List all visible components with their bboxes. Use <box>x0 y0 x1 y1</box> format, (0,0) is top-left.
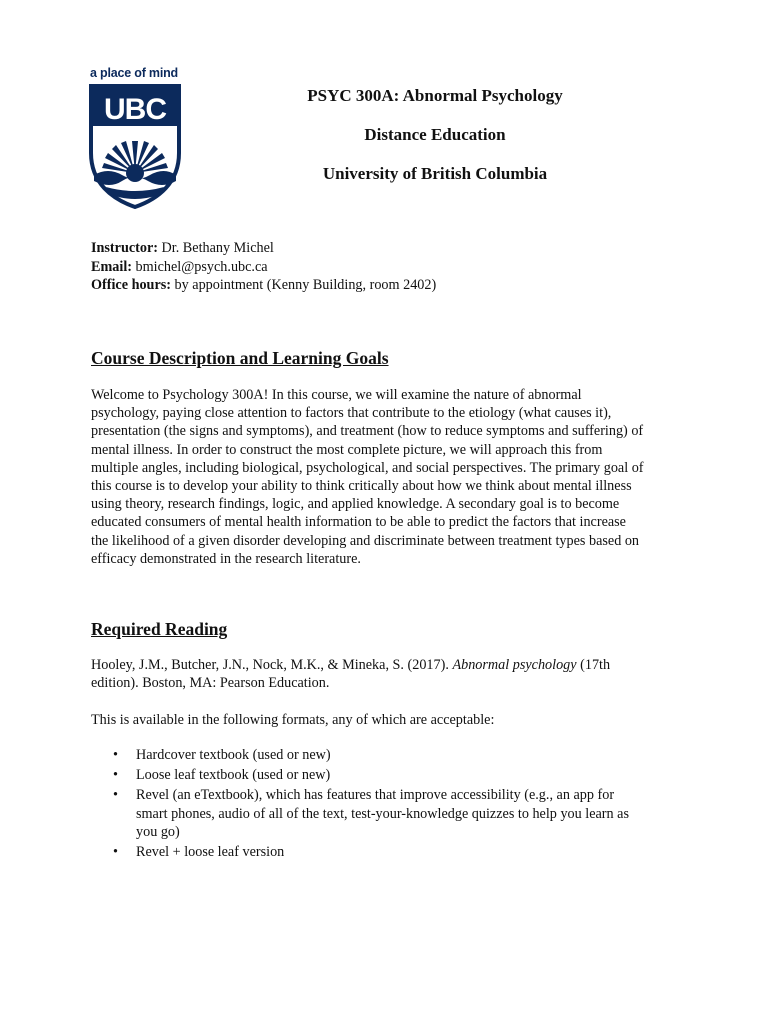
university-title: University of British Columbia <box>322 164 548 183</box>
citation-title: Abnormal psychology <box>452 657 577 673</box>
formats-intro: This is available in the following formats, any of which are acceptable: <box>91 712 495 728</box>
office-hours-row <box>91 276 436 295</box>
logo-wordmark: UBC <box>104 93 166 126</box>
list-item <box>91 766 671 784</box>
list-item <box>91 843 671 861</box>
ubc-logo <box>88 66 188 209</box>
course-title: PSYC 300A: Abnormal Psychology <box>307 86 563 105</box>
citation-edition: (17th <box>580 657 611 673</box>
instructor-label: Instructor: <box>91 240 158 256</box>
bullet-icon: • <box>113 747 118 763</box>
formats-list <box>91 746 671 863</box>
ubc-crest-icon <box>88 83 182 209</box>
reading-heading: Required Reading <box>91 619 228 639</box>
description-line: educated consumers of mental health information to be able to predict the factors that increase <box>91 514 626 531</box>
list-item-text: Hardcover textbook (used or new) <box>136 747 331 763</box>
citation-line-2: edition). Boston, MA: Pearson Education. <box>91 675 330 692</box>
list-item <box>91 746 671 764</box>
email-row <box>91 258 436 277</box>
textbook-citation <box>91 656 691 692</box>
office-hours-value: by appointment (Kenny Building, room 2402) <box>174 277 437 293</box>
bullet-icon: • <box>113 767 118 784</box>
description-heading: Course Description and Learning Goals <box>91 348 389 368</box>
list-item-text: Revel (an eTextbook), which has features that improve accessibility (e.g., an app for <box>136 787 615 804</box>
list-item-text: Loose leaf textbook (used or new) <box>136 767 331 784</box>
contact-info <box>91 239 436 295</box>
list-item-text: Revel + loose leaf version <box>136 844 285 861</box>
list-item-text: you go) <box>136 823 180 840</box>
description-line: mental illness. In order to construct the most complete picture, we will approach this from <box>91 441 603 458</box>
description-line: efficacy demonstrated in the research literature. <box>91 550 361 567</box>
list-item <box>91 786 671 841</box>
instructor-value: Dr. Bethany Michel <box>161 240 274 256</box>
office-hours-label: Office hours: <box>91 277 171 293</box>
description-line: psychology, paying close attention to factors that contribute to the etiology (what causes it), <box>91 405 612 422</box>
citation-authors: Hooley, J.M., Butcher, J.N., Nock, M.K., & Mineka, S. (2017). <box>91 657 449 673</box>
program-title: Distance Education <box>364 125 506 144</box>
citation-line-1 <box>91 656 691 674</box>
bullet-icon: • <box>113 844 118 861</box>
email-value: bmichel@psych.ubc.ca <box>135 258 268 275</box>
description-line: presentation (the signs and symptoms), and treatment (how to reduce symptoms and suffering) of <box>91 423 644 440</box>
description-line: using theory, research findings, logic, and applied knowledge. A secondary goal is to become <box>91 496 620 513</box>
instructor-row <box>91 239 436 258</box>
description-line: Welcome to Psychology 300A! In this course, we will examine the nature of abnormal <box>91 387 582 403</box>
description-paragraph <box>91 386 683 568</box>
list-item-text: smart phones, audio of all of the text, test-your-knowledge quizzes to help you learn as <box>136 805 629 822</box>
email-label: Email: <box>91 258 132 275</box>
description-line: multiple angles, including biological, psychological, and social perspectives. The primary goal of <box>91 459 644 476</box>
bullet-icon: • <box>113 787 118 804</box>
description-line: this course is to develop your ability to think critically about how we think about mental illness <box>91 478 632 495</box>
logo-tagline: a place of mind <box>90 66 178 80</box>
description-line: the likelihood of a given disorder developing and discriminate between treatment types based on <box>91 532 640 549</box>
